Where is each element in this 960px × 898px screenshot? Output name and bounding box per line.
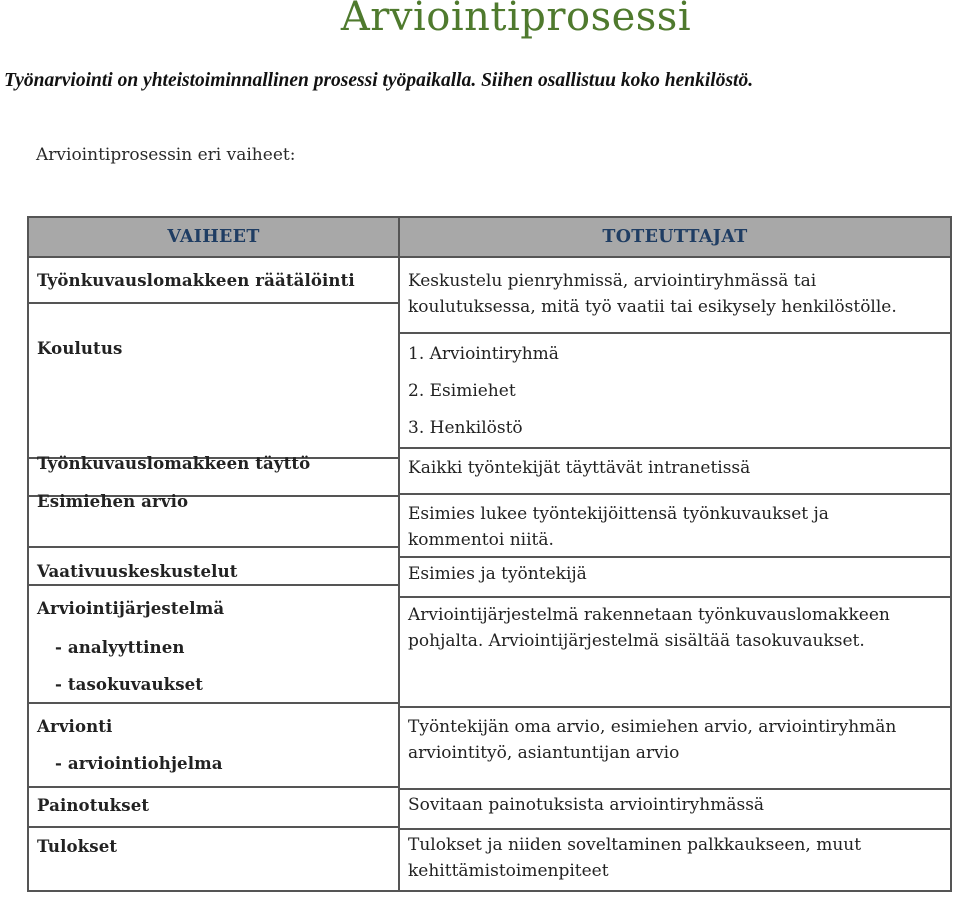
performer-row: [400, 790, 950, 830]
performer-row: [400, 598, 950, 708]
performer-text: Työntekijän oma arvio, esimiehen arvio, arviointiryhmän arviointityö, asiantuntijan arvio: [408, 717, 897, 763]
performer-row: [400, 558, 950, 598]
phase-label: Esimiehen arvio: [37, 491, 189, 511]
phase-label: Arviointijärjestelmä: [37, 598, 225, 618]
phase-row: [29, 258, 398, 304]
phase-sublabel: - analyyttinen: [55, 637, 185, 657]
performers-header: TOTEUTTAJAT: [400, 218, 950, 258]
phase-row: [29, 491, 398, 548]
performer-text: Kaikki työntekijät täyttävät intranetissä: [408, 458, 751, 478]
phase-row: [29, 788, 398, 828]
performer-text: Keskustelu pienryhmissä, arviointiryhmässä tai koulutuksessa, mitä työ vaatii tai esikysely henkilöstölle.: [408, 271, 897, 317]
phase-label: Työnkuvauslomakkeen täyttö: [37, 453, 311, 473]
intro-text: Arviointiprosessin eri vaiheet:: [36, 145, 296, 165]
phase-sublabel: - tasokuvaukset: [55, 674, 204, 694]
phase-row: [29, 828, 398, 892]
phases-header: VAIHEET: [29, 218, 398, 258]
page-title: Arviointiprosessi: [340, 0, 692, 40]
performer-text: Arviointijärjestelmä rakennetaan työnkuvauslomakkeen pohjalta. Arviointijärjestelmä sisältää tasokuvaukset.: [408, 605, 890, 651]
performer-text: Tulokset ja niiden soveltaminen palkkaukseen, muut kehittämistoimenpiteet: [408, 835, 862, 881]
performers-column: [398, 216, 952, 892]
phase-label: Vaativuuskeskustelut: [37, 561, 238, 581]
performer-text: Esimies ja työntekijä: [408, 564, 587, 584]
performer-list: 1. Arviointiryhmä 2. Esimiehet 3. Henkilöstö: [408, 344, 559, 438]
phase-label: Painotukset: [37, 795, 150, 815]
phase-row: [29, 548, 398, 586]
performer-text: Esimies lukee työntekijöittensä työnkuvaukset ja kommentoi niitä.: [408, 504, 829, 550]
performer-row: [400, 258, 950, 334]
performer-row: [400, 830, 950, 892]
performer-row: [400, 334, 950, 449]
phase-label: Koulutus: [37, 338, 123, 358]
performer-row: [400, 708, 950, 790]
phase-sublabel: - arviointiohjelma: [55, 753, 223, 773]
phase-label: Työnkuvauslomakkeen räätälöinti: [37, 270, 355, 290]
phases-column: [27, 216, 400, 892]
phase-row: [29, 304, 398, 459]
phase-row: [29, 704, 398, 788]
phase-row: [29, 586, 398, 704]
performer-text: Sovitaan painotuksista arviointiryhmässä: [408, 795, 765, 815]
phase-label: Tulokset: [37, 836, 118, 856]
performer-row: [400, 449, 950, 495]
phase-label: Arvionti: [37, 716, 113, 736]
subtitle: Työnarviointi on yhteistoiminnallinen prosessi työpaikalla. Siihen osallistuu koko henkilöstö.: [4, 70, 754, 91]
performer-row: [400, 495, 950, 558]
